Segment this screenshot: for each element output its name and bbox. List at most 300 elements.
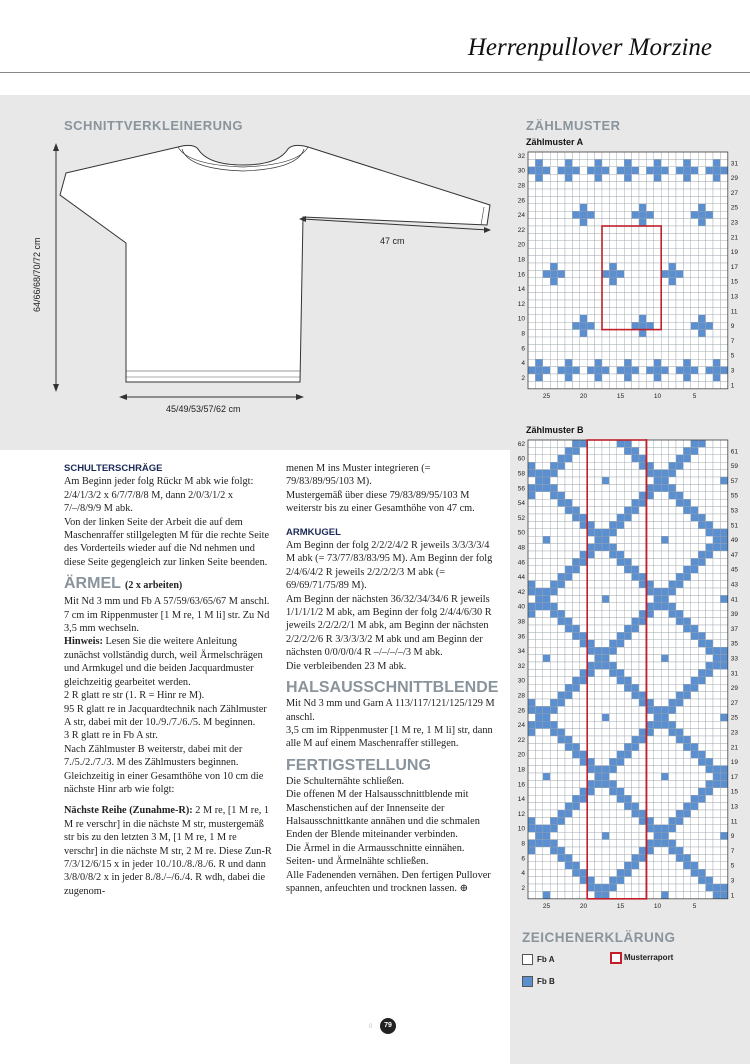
chart-cell-fb-b bbox=[558, 729, 565, 736]
chart-cell-fb-a bbox=[617, 359, 624, 366]
chart-cell-fb-a bbox=[669, 521, 676, 528]
chart-cell-fb-a bbox=[580, 581, 587, 588]
chart-cell-fb-a bbox=[609, 300, 616, 307]
chart-cell-fb-a bbox=[595, 521, 602, 528]
chart-cell-fb-b bbox=[639, 219, 646, 226]
chart-cell-fb-a bbox=[624, 647, 631, 654]
chart-cell-fb-b bbox=[609, 766, 616, 773]
chart-cell-fb-b bbox=[602, 529, 609, 536]
chart-cell-fb-a bbox=[720, 810, 727, 817]
chart-cell-fb-a bbox=[669, 877, 676, 884]
chart-cell-fb-a bbox=[632, 825, 639, 832]
chart-cell-fb-a bbox=[669, 891, 676, 898]
chart-cell-fb-a bbox=[646, 440, 653, 447]
chart-cell-fb-b bbox=[720, 595, 727, 602]
chart-cell-fb-a bbox=[683, 544, 690, 551]
chart-cell-fb-a bbox=[706, 573, 713, 580]
chart-cell-fb-a bbox=[713, 810, 720, 817]
chart-cell-fb-a bbox=[720, 729, 727, 736]
chart-cell-fb-a bbox=[639, 381, 646, 388]
chart-cell-fb-b bbox=[543, 595, 550, 602]
chart-cell-fb-a bbox=[543, 278, 550, 285]
chart-cell-fb-a bbox=[654, 536, 661, 543]
chart-cell-fb-a bbox=[543, 729, 550, 736]
chart-cell-fb-a bbox=[706, 455, 713, 462]
chart-cell-fb-b bbox=[632, 618, 639, 625]
chart-cell-fb-a bbox=[602, 810, 609, 817]
chart-cell-fb-a bbox=[691, 499, 698, 506]
chart-cell-fb-b bbox=[720, 477, 727, 484]
chart-cell-fb-a bbox=[595, 322, 602, 329]
chart-cell-fb-a bbox=[654, 625, 661, 632]
chart-cell-fb-a bbox=[572, 315, 579, 322]
chart-svg bbox=[510, 436, 750, 917]
chart-cell-fb-a bbox=[683, 352, 690, 359]
chart-cell-fb-a bbox=[617, 581, 624, 588]
row-label-right: 19 bbox=[730, 249, 739, 257]
chart-cell-fb-a bbox=[706, 581, 713, 588]
chart-cell-fb-b bbox=[661, 470, 668, 477]
zunahme-label: Nächste Reihe (Zunahme-R): bbox=[64, 805, 193, 817]
chart-cell-fb-b bbox=[595, 544, 602, 551]
chart-cell-fb-a bbox=[676, 182, 683, 189]
chart-cell-fb-a bbox=[535, 766, 542, 773]
chart-cell-fb-a bbox=[632, 877, 639, 884]
chart-cell-fb-a bbox=[669, 662, 676, 669]
chart-cell-fb-a bbox=[602, 521, 609, 528]
chart-cell-fb-b bbox=[654, 477, 661, 484]
chart-cell-fb-a bbox=[676, 337, 683, 344]
chart-cell-fb-a bbox=[609, 484, 616, 491]
chart-cell-fb-a bbox=[720, 352, 727, 359]
chart-cell-fb-b bbox=[713, 655, 720, 662]
chart-cell-fb-b bbox=[639, 462, 646, 469]
chart-cell-fb-a bbox=[528, 669, 535, 676]
chart-cell-fb-a bbox=[580, 352, 587, 359]
chart-cell-fb-a bbox=[587, 256, 594, 263]
chart-cell-fb-a bbox=[639, 655, 646, 662]
chart-cell-fb-a bbox=[595, 810, 602, 817]
legend-raport-swatch bbox=[610, 952, 622, 964]
chart-cell-fb-a bbox=[691, 352, 698, 359]
chart-cell-fb-a bbox=[550, 780, 557, 787]
chart-cell-fb-a bbox=[661, 566, 668, 573]
chart-cell-fb-a bbox=[691, 196, 698, 203]
chart-cell-fb-a bbox=[550, 891, 557, 898]
chart-cell-fb-a bbox=[602, 344, 609, 351]
chart-cell-fb-a bbox=[595, 285, 602, 292]
chart-cell-fb-a bbox=[550, 330, 557, 337]
row-label-left: 40 bbox=[517, 603, 525, 611]
chart-cell-fb-a bbox=[683, 477, 690, 484]
chart-cell-fb-a bbox=[602, 322, 609, 329]
chart-cell-fb-a bbox=[535, 581, 542, 588]
chart-cell-fb-a bbox=[720, 558, 727, 565]
chart-cell-fb-b bbox=[558, 270, 565, 277]
chart-cell-fb-a bbox=[617, 817, 624, 824]
chart-cell-fb-a bbox=[713, 307, 720, 314]
chart-cell-fb-a bbox=[698, 729, 705, 736]
chart-cell-fb-a bbox=[543, 204, 550, 211]
chart-cell-fb-b bbox=[683, 692, 690, 699]
chart-cell-fb-b bbox=[624, 566, 631, 573]
chart-cell-fb-a bbox=[572, 891, 579, 898]
chart-cell-fb-a bbox=[565, 196, 572, 203]
chart-cell-fb-a bbox=[543, 669, 550, 676]
chart-cell-fb-a bbox=[543, 462, 550, 469]
chart-cell-fb-a bbox=[691, 270, 698, 277]
chart-cell-fb-a bbox=[691, 692, 698, 699]
fertig-text-4: Alle Fadenenden vernähen. Den fertigen Pullover spannen, anfeuchten und trocknen lassen. ⊕ bbox=[286, 869, 491, 894]
chart-cell-fb-a bbox=[720, 256, 727, 263]
chart-cell-fb-a bbox=[654, 581, 661, 588]
chart-cell-fb-a bbox=[646, 455, 653, 462]
chart-cell-fb-a bbox=[558, 233, 565, 240]
chart-cell-fb-a bbox=[654, 729, 661, 736]
chart-cell-fb-a bbox=[543, 736, 550, 743]
chart-cell-fb-b bbox=[646, 817, 653, 824]
chart-cell-fb-a bbox=[654, 647, 661, 654]
chart-cell-fb-b bbox=[535, 159, 542, 166]
chart-cell-fb-a bbox=[617, 211, 624, 218]
chart-cell-fb-b bbox=[558, 699, 565, 706]
chart-cell-fb-b bbox=[676, 167, 683, 174]
chart-cell-fb-a bbox=[661, 766, 668, 773]
chart-cell-fb-a bbox=[528, 521, 535, 528]
chart-cell-fb-a bbox=[624, 736, 631, 743]
chart-cell-fb-a bbox=[669, 241, 676, 248]
chart-cell-fb-b bbox=[698, 204, 705, 211]
chart-cell-fb-a bbox=[587, 307, 594, 314]
chart-cell-fb-a bbox=[669, 226, 676, 233]
chart-cell-fb-b bbox=[580, 521, 587, 528]
chart-cell-fb-b bbox=[691, 447, 698, 454]
row-label-left: 2 bbox=[521, 884, 525, 892]
chart-cell-fb-a bbox=[676, 204, 683, 211]
chart-cell-fb-b bbox=[691, 625, 698, 632]
chart-cell-fb-a bbox=[565, 470, 572, 477]
chart-cell-fb-a bbox=[654, 455, 661, 462]
chart-cell-fb-a bbox=[572, 499, 579, 506]
chart-cell-fb-b bbox=[572, 558, 579, 565]
chart-cell-fb-a bbox=[543, 743, 550, 750]
chart-cell-fb-a bbox=[661, 581, 668, 588]
chart-cell-fb-a bbox=[654, 751, 661, 758]
chart-cell-fb-a bbox=[713, 869, 720, 876]
sleeve-dimension: 47 cm bbox=[380, 236, 405, 246]
chart-cell-fb-a bbox=[609, 499, 616, 506]
chart-cell-fb-b bbox=[661, 536, 668, 543]
chart-cell-fb-a bbox=[698, 307, 705, 314]
chart-cell-fb-a bbox=[609, 773, 616, 780]
chart-cell-fb-b bbox=[676, 367, 683, 374]
chart-cell-fb-a bbox=[528, 743, 535, 750]
chart-cell-fb-a bbox=[676, 381, 683, 388]
chart-cell-fb-a bbox=[669, 330, 676, 337]
chart-cell-fb-a bbox=[654, 551, 661, 558]
chart-cell-fb-a bbox=[639, 507, 646, 514]
chart-cell-fb-a bbox=[654, 869, 661, 876]
row-label-left: 24 bbox=[517, 212, 525, 220]
chart-cell-fb-a bbox=[528, 625, 535, 632]
chart-cell-fb-a bbox=[602, 795, 609, 802]
chart-cell-fb-a bbox=[632, 669, 639, 676]
chart-cell-fb-a bbox=[691, 174, 698, 181]
chart-cell-fb-a bbox=[698, 226, 705, 233]
chart-cell-fb-a bbox=[706, 751, 713, 758]
chart-cell-fb-b bbox=[565, 803, 572, 810]
chart-cell-fb-a bbox=[528, 300, 535, 307]
chart-cell-fb-a bbox=[609, 374, 616, 381]
chart-cell-fb-b bbox=[661, 655, 668, 662]
chart-cell-fb-a bbox=[528, 196, 535, 203]
chart-cell-fb-a bbox=[609, 440, 616, 447]
chart-cell-fb-a bbox=[698, 714, 705, 721]
chart-cell-fb-b bbox=[669, 470, 676, 477]
chart-cell-fb-a bbox=[698, 167, 705, 174]
chart-cell-fb-a bbox=[602, 278, 609, 285]
chart-cell-fb-a bbox=[580, 462, 587, 469]
chart-cell-fb-a bbox=[602, 817, 609, 824]
chart-cell-fb-a bbox=[543, 625, 550, 632]
chart-cell-fb-a bbox=[565, 721, 572, 728]
row-label-left: 30 bbox=[517, 167, 525, 175]
chart-cell-fb-a bbox=[669, 204, 676, 211]
chart-cell-fb-a bbox=[580, 226, 587, 233]
chart-cell-fb-a bbox=[617, 544, 624, 551]
row-label-left: 14 bbox=[517, 286, 525, 294]
chart-cell-fb-a bbox=[683, 322, 690, 329]
chart-cell-fb-a bbox=[669, 677, 676, 684]
chart-cell-fb-a bbox=[676, 440, 683, 447]
chart-cell-fb-a bbox=[646, 285, 653, 292]
aermel-subtitle: (2 x arbeiten) bbox=[125, 580, 183, 592]
chart-cell-fb-a bbox=[691, 847, 698, 854]
chart-cell-fb-b bbox=[720, 832, 727, 839]
row-label-left: 28 bbox=[517, 692, 525, 700]
chart-cell-fb-b bbox=[543, 825, 550, 832]
chart-cell-fb-a bbox=[550, 447, 557, 454]
chart-cell-fb-b bbox=[706, 788, 713, 795]
chart-cell-fb-b bbox=[535, 706, 542, 713]
chart-cell-fb-a bbox=[669, 307, 676, 314]
chart-cell-fb-a bbox=[639, 677, 646, 684]
chart-cell-fb-a bbox=[661, 529, 668, 536]
chart-cell-fb-a bbox=[639, 840, 646, 847]
chart-cell-fb-a bbox=[602, 618, 609, 625]
aermel-text-1: Mit Nd 3 mm und Fb A 57/59/63/65/67 M anschl. bbox=[64, 596, 270, 608]
chart-cell-fb-a bbox=[706, 352, 713, 359]
chart-cell-fb-b bbox=[617, 677, 624, 684]
chart-cell-fb-a bbox=[676, 159, 683, 166]
chart-cell-fb-a bbox=[565, 714, 572, 721]
chart-cell-fb-a bbox=[698, 293, 705, 300]
chart-cell-fb-a bbox=[669, 315, 676, 322]
chart-cell-fb-a bbox=[632, 536, 639, 543]
chart-cell-fb-a bbox=[609, 795, 616, 802]
chart-cell-fb-b bbox=[528, 588, 535, 595]
chart-cell-fb-a bbox=[602, 256, 609, 263]
chart-cell-fb-a bbox=[565, 655, 572, 662]
chart-cell-fb-b bbox=[669, 610, 676, 617]
chart-cell-fb-a bbox=[683, 729, 690, 736]
chart-cell-fb-a bbox=[654, 204, 661, 211]
row-label-right: 57 bbox=[730, 477, 739, 485]
chart-cell-fb-b bbox=[580, 211, 587, 218]
chart-cell-fb-a bbox=[572, 307, 579, 314]
chart-cell-fb-b bbox=[698, 330, 705, 337]
chart-cell-fb-a bbox=[528, 233, 535, 240]
chart-cell-fb-a bbox=[624, 551, 631, 558]
chart-cell-fb-a bbox=[565, 758, 572, 765]
chart-cell-fb-a bbox=[691, 219, 698, 226]
chart-cell-fb-a bbox=[602, 315, 609, 322]
chart-cell-fb-a bbox=[565, 462, 572, 469]
chart-cell-fb-a bbox=[720, 625, 727, 632]
chart-cell-fb-a bbox=[587, 174, 594, 181]
chart-cell-fb-a bbox=[550, 256, 557, 263]
chart-cell-fb-a bbox=[558, 440, 565, 447]
chart-cell-fb-a bbox=[580, 736, 587, 743]
chart-cell-fb-a bbox=[669, 447, 676, 454]
chart-cell-fb-a bbox=[550, 174, 557, 181]
chart-cell-fb-a bbox=[661, 625, 668, 632]
chart-cell-fb-b bbox=[558, 462, 565, 469]
chart-cell-fb-a bbox=[713, 293, 720, 300]
chart-cell-fb-a bbox=[646, 692, 653, 699]
chart-cell-fb-a bbox=[624, 536, 631, 543]
chart-cell-fb-a bbox=[558, 159, 565, 166]
chart-cell-fb-b bbox=[713, 367, 720, 374]
chart-cell-fb-a bbox=[535, 662, 542, 669]
chart-cell-fb-a bbox=[706, 684, 713, 691]
chart-cell-fb-a bbox=[617, 322, 624, 329]
chart-cell-fb-a bbox=[706, 610, 713, 617]
chart-cell-fb-a bbox=[624, 381, 631, 388]
chart-cell-fb-b bbox=[543, 840, 550, 847]
chart-cell-fb-a bbox=[661, 573, 668, 580]
chart-cell-fb-b bbox=[661, 367, 668, 374]
chart-cell-fb-a bbox=[558, 795, 565, 802]
chart-cell-fb-a bbox=[543, 751, 550, 758]
chart-cell-fb-a bbox=[676, 544, 683, 551]
chart-cell-fb-a bbox=[558, 595, 565, 602]
row-label-left: 8 bbox=[521, 330, 525, 338]
row-label-right: 59 bbox=[730, 463, 739, 471]
chart-cell-fb-a bbox=[528, 152, 535, 159]
chart-cell-fb-a bbox=[646, 536, 653, 543]
chart-cell-fb-a bbox=[654, 817, 661, 824]
chart-cell-fb-b bbox=[528, 706, 535, 713]
chart-cell-fb-b bbox=[543, 773, 550, 780]
chart-cell-fb-a bbox=[706, 492, 713, 499]
chart-cell-fb-a bbox=[624, 780, 631, 787]
chart-cell-fb-a bbox=[669, 300, 676, 307]
chart-cell-fb-b bbox=[609, 551, 616, 558]
chart-cell-fb-a bbox=[676, 640, 683, 647]
chart-cell-fb-b bbox=[609, 529, 616, 536]
chart-cell-fb-a bbox=[720, 610, 727, 617]
chart-cell-fb-b bbox=[550, 825, 557, 832]
chart-cell-fb-a bbox=[691, 152, 698, 159]
chart-cell-fb-a bbox=[617, 662, 624, 669]
chart-cell-fb-a bbox=[654, 558, 661, 565]
chart-cell-fb-a bbox=[698, 337, 705, 344]
chart-cell-fb-a bbox=[713, 854, 720, 861]
chart-cell-fb-a bbox=[565, 647, 572, 654]
chart-cell-fb-b bbox=[624, 558, 631, 565]
chart-cell-fb-b bbox=[580, 440, 587, 447]
chart-cell-fb-b bbox=[676, 847, 683, 854]
chart-cell-fb-a bbox=[550, 233, 557, 240]
chart-cell-fb-a bbox=[654, 219, 661, 226]
chart-cell-fb-a bbox=[595, 182, 602, 189]
chart-cell-fb-a bbox=[676, 877, 683, 884]
chart-cell-fb-a bbox=[535, 507, 542, 514]
chart-cell-fb-b bbox=[669, 278, 676, 285]
chart-cell-fb-a bbox=[617, 692, 624, 699]
chart-cell-fb-a bbox=[669, 285, 676, 292]
chart-cell-fb-a bbox=[587, 773, 594, 780]
chart-cell-fb-a bbox=[617, 204, 624, 211]
chart-cell-fb-b bbox=[720, 655, 727, 662]
row-label-right: 19 bbox=[730, 759, 739, 767]
chart-cell-fb-a bbox=[624, 847, 631, 854]
chart-cell-fb-a bbox=[543, 307, 550, 314]
chart-cell-fb-a bbox=[572, 714, 579, 721]
chart-cell-fb-a bbox=[669, 293, 676, 300]
chart-cell-fb-a bbox=[609, 159, 616, 166]
chart-cell-fb-a bbox=[669, 558, 676, 565]
chart-cell-fb-a bbox=[543, 817, 550, 824]
chart-cell-fb-a bbox=[639, 862, 646, 869]
chart-cell-fb-a bbox=[535, 566, 542, 573]
chart-cell-fb-a bbox=[595, 869, 602, 876]
chart-cell-fb-a bbox=[602, 196, 609, 203]
chart-cell-fb-b bbox=[558, 847, 565, 854]
chart-cell-fb-a bbox=[683, 189, 690, 196]
chart-cell-fb-a bbox=[713, 736, 720, 743]
chart-cell-fb-b bbox=[602, 647, 609, 654]
chart-cell-fb-a bbox=[587, 352, 594, 359]
chart-cell-fb-a bbox=[632, 182, 639, 189]
chart-cell-fb-a bbox=[654, 337, 661, 344]
chart-cell-fb-a bbox=[720, 285, 727, 292]
chart-cell-fb-a bbox=[698, 595, 705, 602]
chart-cell-fb-a bbox=[543, 322, 550, 329]
chart-cell-fb-a bbox=[691, 817, 698, 824]
chart-cell-fb-a bbox=[683, 773, 690, 780]
chart-cell-fb-a bbox=[683, 492, 690, 499]
chart-cell-fb-a bbox=[661, 618, 668, 625]
chart-cell-fb-a bbox=[639, 344, 646, 351]
row-label-left: 10 bbox=[517, 825, 525, 833]
chart-cell-fb-b bbox=[632, 625, 639, 632]
chart-cell-fb-a bbox=[691, 640, 698, 647]
page-header bbox=[0, 0, 750, 95]
chart-cell-fb-b bbox=[535, 477, 542, 484]
chart-cell-fb-a bbox=[609, 536, 616, 543]
chart-cell-fb-b bbox=[565, 167, 572, 174]
chart-cell-fb-a bbox=[632, 551, 639, 558]
chart-cell-fb-a bbox=[669, 211, 676, 218]
chart-cell-fb-a bbox=[654, 322, 661, 329]
chart-cell-fb-a bbox=[617, 256, 624, 263]
chart-cell-fb-a bbox=[706, 514, 713, 521]
chart-cell-fb-a bbox=[683, 521, 690, 528]
chart-cell-fb-a bbox=[602, 330, 609, 337]
chart-cell-fb-b bbox=[535, 840, 542, 847]
